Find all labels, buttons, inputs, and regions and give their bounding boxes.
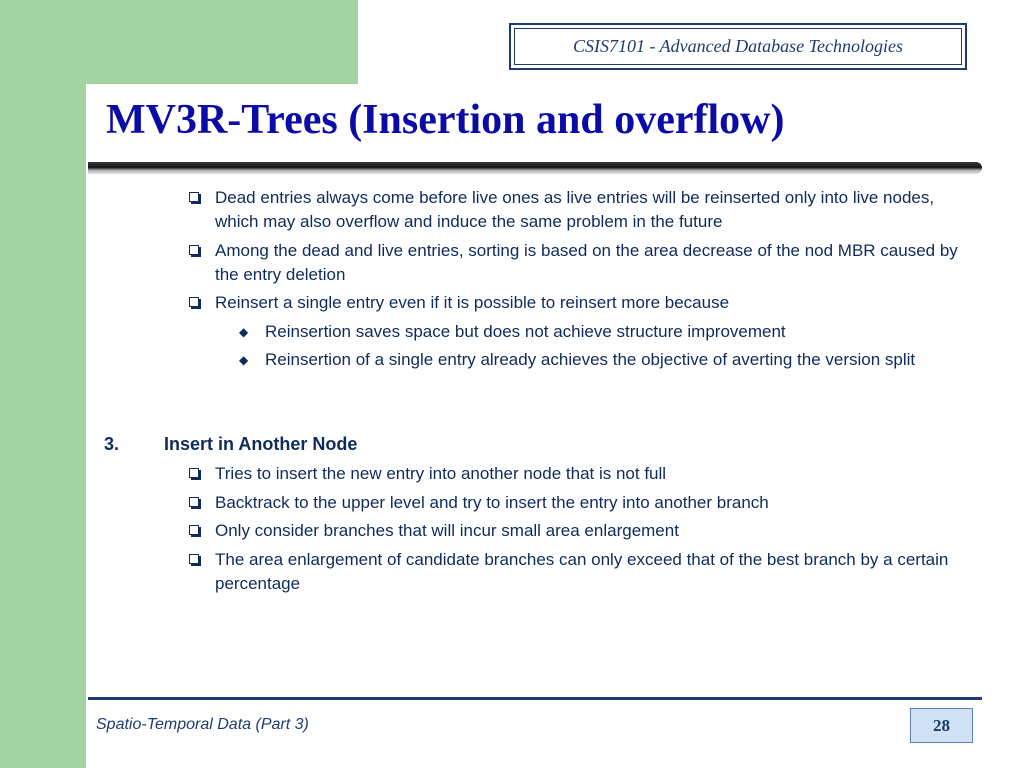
checkbox-bullet-icon: [189, 297, 199, 307]
diamond-bullet-icon: ◆: [239, 353, 249, 367]
sub-bullet-item: ◆ Reinsertion of a single entry already achieves the objective of averting the version split: [239, 350, 916, 369]
heading-text: Insert in Another Node: [164, 434, 358, 454]
footer-text: Spatio-Temporal Data (Part 3): [96, 716, 309, 733]
checkbox-bullet-icon: [189, 525, 199, 535]
bullet-item: The area enlargement of candidate branches can only exceed that of the best branch by a certain percentage: [215, 548, 970, 596]
heading-number: 3.: [104, 434, 120, 454]
checkbox-bullet-icon: [189, 554, 199, 564]
diamond-bullet-icon: ◆: [239, 325, 249, 339]
course-title: CSIS7101 - Advanced Database Technologies: [514, 28, 962, 65]
bullet-item: Among the dead and live entries, sorting is based on the area decrease of the nod MBR caused by the entry deletion: [215, 239, 970, 287]
checkbox-bullet-icon: [189, 468, 199, 478]
footer-divider: [88, 697, 982, 700]
bullet-item: Reinsert a single entry even if it is possible to reinsert more because: [215, 291, 970, 315]
page-number: 28: [910, 708, 973, 743]
bullet-item: Tries to insert the new entry into another node that is not full: [215, 462, 970, 486]
bullet-item: Only consider branches that will incur small area enlargement: [215, 519, 970, 543]
checkbox-bullet-icon: [189, 497, 199, 507]
checkbox-bullet-icon: [189, 192, 199, 202]
sub-bullet-item: ◆ Reinsertion saves space but does not achieve structure improvement: [239, 322, 786, 341]
checkbox-bullet-icon: [189, 245, 199, 255]
slide-title: MV3R-Trees (Insertion and overflow): [106, 97, 785, 143]
bullet-item: Backtrack to the upper level and try to insert the entry into another branch: [215, 491, 970, 515]
bullet-item: Dead entries always come before live ones as live entries will be reinserted only into live nodes, which may also overflow and induce the same problem in the future: [215, 186, 970, 234]
